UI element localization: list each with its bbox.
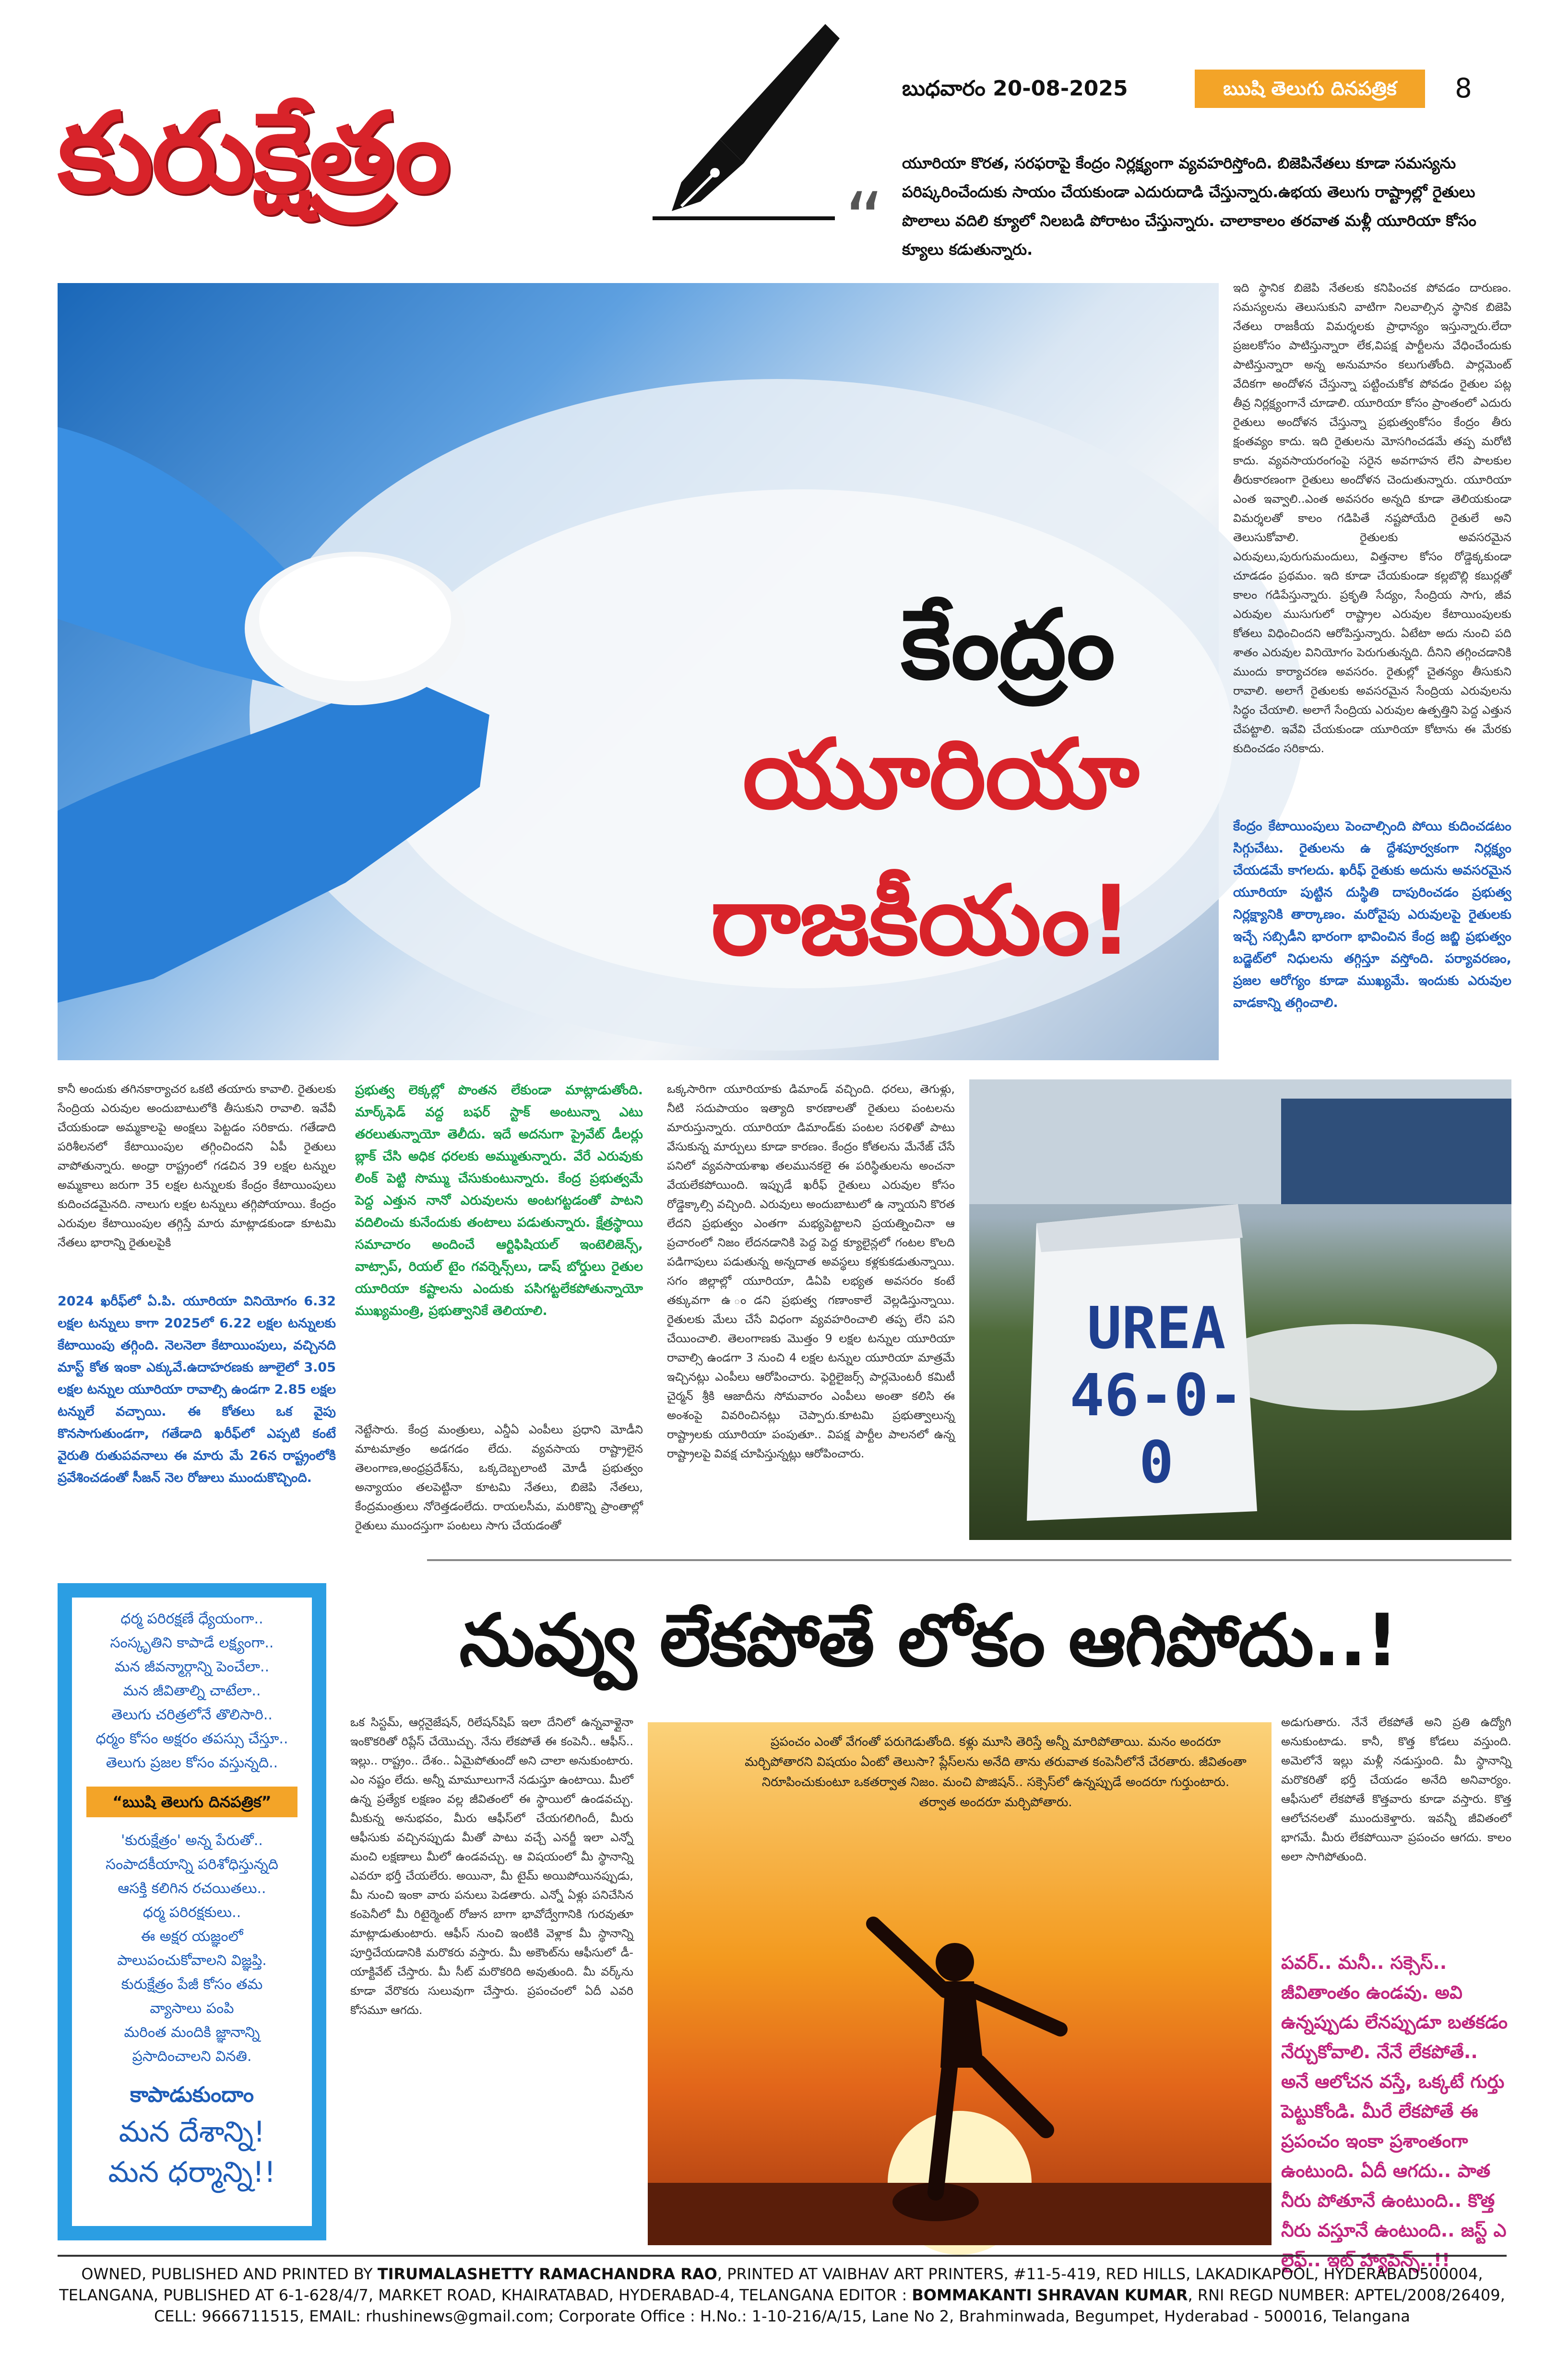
footer-line3: CELL: 9666711515, EMAIL: rhushinews@gmail.com; Corporate Office : H.No.: 1-10-216/A/15, Lane No 2, Brahminwada, Begumpet, Hyderabad - 500016, Telangana [154,2307,1410,2325]
headline-kendram: కేంద్రం [901,589,1115,701]
article2-col2: అడుగుతారు. నేనే లేకపోతే అని ప్రతి ఉద్యోగి అనుకుంటాడు. కానీ, కొత్త కోడలు వస్తుంది. అమెలోనే ఇల్లు మళ్లీ నడుస్తుంది. మీ స్థానాన్ని మరొకరితో భర్తీ చేయడం అనేది అనివార్యం. ఆఫీసులో లేకపోతే కొత్తవారు కూడా వస్తారు. కొత్త ఆలోచనలతో ముందుకెళ్తారు. ఇవన్నీ జీవితంలో భాగమే. మీరు లేకపోయినా ప్రపంచం ఆగదు. కాలం అలా సాగిపోతుంది. [1281,1716,1511,1863]
poem-line: ధర్మ పరిరక్షణే ధ్యేయంగా.. [120,1610,263,1627]
paper-name-badge: ఋషి తెలుగు దినపత్రిక [1195,70,1425,108]
article1-col1-highlight: 2024 ఖరీఫ్‌లో ఏ.పి. యూరియా వినియోగం 6.32 లక్షల టన్నులు కాగా 2025లో 6.22 లక్షల టన్నులకు కేటాయింపు తగ్గింది. నెలనెలా కేటాయింపులు, వచ్చినది మాస్ట్ కోత ఇంకా ఎక్కువే.ఉదాహరణకు జూలైలో 3.05 లక్షల టన్నుల యూరియా రావాల్సి ఉండగా 2.85 లక్షల టన్నులే వచ్చాయి. ఈ కోతలు ఒక వైపు కొనసాగుతుండగా, గతేడాది ఖరీఫ్‌లో ఎప్పటి కంటే వైరుతి రుతుపవనాలు ఈ మారు మే 26న రాష్ట్రంలోకి ప్రవేశించడంతో సీజన్ నెల రోజులు ముందుకొచ్చింది. [58,1294,336,1485]
article2-pink-highlight: పవర్.. మనీ.. సక్సెస్.. జీవితాంతం ఉండవు. అవి ఉన్నప్పుడు లేనప్పుడూ బతకడం నేర్చుకోవాలి. నేనే లేకపోతే.. అనే ఆలోచన వస్తే, ఒక్కటే గుర్తు పెట్టుకోండి. మీరే లేకపోతే ఈ ప్రపంచం ఇంకా ప్రశాంతంగా ఉంటుంది. ఏదీ ఆగదు.. పాత నీరు పోతూనే ఉంటుంది.. కొత్త నీరు వస్తూనే ఉంటుంది.. జస్ట్ ఎ లైఫ్.. ఇట్ హ్యాపెన్స్..!! [1281,1952,1508,2271]
poem-line: ప్రసాదించాలని వినతి. [132,2048,252,2065]
poem-line: ధర్మ పరిరక్షకులు.. [143,1904,241,1921]
article1-col2: నెట్టేసారు. కేంద్ర మంత్రులు, ఎన్డీఏ ఎంపీలు ప్రధాని మోడీని మాటమాత్రం అడగడం లేదు. వ్యవసాయ రాష్ట్రాలైన తెలంగాణ,అంధ్రప్రదేశ్‌ను, ఒక్కదెబ్బలాంటి మోడీ ప్రభుత్వం అన్యాయం తలపెట్టినా కూటమి నేతలు, బిజెపి నేతలు, కేంద్రమంత్రులు నోరెత్తడంలేదు. రాయలసీమ, మరికొన్ని ప్రాంతాల్లో రైతులు ముందస్తుగా పంటలు సాగు చేయడంతో [355,1423,643,1532]
sidebar-closing-1: కాపాడుకుందాం [130,2083,254,2107]
article1-col2-highlight: ప్రభుత్వ లెక్కల్లో పొంతన లేకుండా మాట్లాడుతోంది. మార్క్‌ఫెడ్ వద్ద బఫర్ స్టాక్ అంటున్నా ఎటు తరలుతున్నాయో తెలీదు. ఇదే అదనుగా ప్రైవేట్ డీలర్లు బ్లాక్ చేసి అధిక ధరలకు అమ్ముతున్నారు. వేరే ఎరువుకు లింక్ పెట్టి సొమ్ము చేసుకుంటున్నారు. కేంద్ర ప్రభుత్వమే పెద్ద ఎత్తున నానో ఎరువులను అంటగట్టడంతో పాటని వదిలించు కునేందుకు తంటాలు పడుతున్నారు. క్షేత్రస్థాయి సమాచారం అందించే ఆర్టిఫిషియల్ ఇంటెలిజెన్స్, వాట్సాప్, రియల్ టైం గవర్నెన్స్‌లు, డాష్ బోర్డులు రైతుల యూరియా కష్టాలను ఎందుకు పసిగట్టలేకపోతున్నాయో ముఖ్యమంత్రి, ప్రభుత్వానికే తెలియాలి. [355,1083,643,1318]
footer-owner: TIRUMALASHETTY RAMACHANDRA RAO [377,2265,717,2283]
headline-rajakeeyam: రాజకీయం! [711,865,1132,977]
article1-col3: ఒక్కసారిగా యూరియాకు డిమాండ్ వచ్చింది. ధరలు, తెగుళ్లు, నీటి సదుపాయం ఇత్యాది కారణాలతో రైతులు పంటలను మారుస్తున్నారు. యూరియా డిమాండ్‌కు పంటల సరళితో పాటు వేసుకున్న మార్పులు కూడా కారణం. కేంద్రం కోతలను మేనేజ్ చేసే పనిలో వ్యవసాయశాఖ తలమునకలై ఈ పరిస్థితులను అంచనా వేయలేకపోయింది. ఇప్పుడే ఖరీఫ్ రైతులు ఎరువుల కోసం రోడ్డెక్కాల్సి వచ్చింది. ఎరువులు అందుబాటులో ఉ న్నాయని కొరత లేదని ప్రభుత్వం ఎంతగా మభ్యపెట్టాలని ప్రయత్నించినా ఆ ప్రచారంలో నిజం లేదనడానికి పెద్ద పెద్ద క్యూలైన్లలో గంటల కొలది పడిగాపులు పడుతున్న అన్నదాత అవస్థలు కళ్లకుకడుతున్నాయి. సగం జిల్లాల్లో యూరియా, డిఏపి లభ్యత అవసరం కంటే తక్కువగా ఉ ండని ప్రభుత్వ గణాంకాలే వెల్లడిస్తున్నాయి. రైతులకు మేలు చేసే విధంగా వ్యవహరించాలి తప్ప లేని పని చేయించాలి. తెలంగాణకు మొత్తం 9 లక్షల టన్నుల యూరియా రావాల్సి ఉండగా 3 నుంచి 4 లక్షల టన్నుల యూరియా మాత్రమే ఇచ్చినట్లు ఎంపీలు ఆరోపించారు. ఫెర్టిలైజర్స్ పార్లమెంటరీ కమిటీ చైర్మన్ శ్రీకి ఆజాదీను సోమవారం ఎంపీలు అంతా కలిసి ఈ అంశంపై వివరించినట్లు చెప్పారు.కూటమి ప్రభుత్వాలున్న రాష్ట్రాలకు యూరియా పంపుతూ.. విపక్ష పార్టీల పాలనలో ఉన్న రాష్ట్రాలపై వివక్ష చూపిస్తున్నట్లు ఆరోపించారు. [667,1082,955,1460]
urea-bag-label: UREA [1087,1295,1226,1362]
poem-line: మరింత మందికి జ్ఞానాన్ని [124,2024,260,2041]
footer-line1-prefix: OWNED, PUBLISHED AND PRINTED BY [81,2265,378,2283]
page-number: 8 [1455,73,1472,104]
article1-right-column: ఇది స్థానిక బిజెపి నేతలకు కనిపించక పోవడం దారుణం. సమస్యలను తెలుసుకుని వాటిగా నిలవాల్సిన స్థానిక బిజెపి నేతలు రాజకీయ విమర్శలకు ప్రాధాన్యం ఇస్తున్నారు.లేదా ప్రజలకోసం పాటిస్తున్నారా లేక,విపక్ష పార్టీలను వేధించేందుకు పాటిస్తున్నారా అన్న అనుమానం కలుగుతోంది. పార్లమెంట్ వేదికగా అందోళన చేస్తున్నా పట్టించుకోక పోవడం రైతుల పట్ల తీవ్ర నిర్లక్ష్యంగానే చూడాలి. యూరియా కోసం ప్రాంతంలో ఎదురు రైతులు అందోళన చేస్తున్నా ప్రభుత్వంకోసం కేంద్రం తీరు క్షంతవ్యం కాదు. ఇది రైతులను మోసగించడమే తప్ప మరోటి కాదు. వ్యవసాయరంగంపై సరైన అవగాహన లేని పాలకుల తీరుకారణంగా రైతులు అందోళన చెందుతున్నారు. యూరియా ఎంత ఇవ్వాలి..ఎంత అవసరం అన్నది కూడా తెలియకుండా విమర్శలతో కాలం గడిపితే నష్టపోయేది రైతులే అని తెలుసుకోవాలి. రైతులకు అవసరమైన ఎరువులు,పురుగుమందులు, విత్తనాల కోసం రోడ్డెక్కకుండా చూడడం ప్రథమం. ఇది కూడా చేయకుండా కల్లబొల్లి కబుర్లతో కాలం గడిపేస్తున్నారు. ప్రకృతి సేద్యం, సేంద్రియ సాగు, జీవ ఎరువుల ముసుగులో రాష్ట్రాల ఎరువుల కేటాయింపులకు కోతలు విధించిందని ఆరోపిస్తున్నారు. ఏటేటా అదు నుంచి పది శాతం ఎరువుల వినియోగం పెరుగుతున్నది. దీనిని తగ్గించడానికి ముందు కార్యాచరణ అవసరం. రైతుల్లో చైతన్యం తీసుకుని రావాలి. అలాగే రైతులకు అవసరమైన సేంద్రియ ఎరువులను సిద్ధం చేయాలి. అలాగే సేంద్రియ ఎరువుల ఉత్పత్తిని పెద్ద ఎత్తున చేపట్టాలి. ఇవేవి చేయకుండా యూరియా కోటాను ఈ మేరకు కుదించడం సరికాదు. [1233,281,1511,755]
article2-photo-caption: ప్రపంచం ఎంతో వేగంతో పరుగెడుతోంది. కళ్లు మూసి తెరిస్తే అన్నీ మారిపోతాయి. మనం అందరూ మర్చిపోతారని విషయం ఏంటో తెలుసా? ప్లేస్‌లను అనేది తాను తరువాత కంపెనీలోనే చేరతారు. జీవితంతా నిరూపించుకుంటూ ఒకతర్వాత నిజం. మంచి పొజిషన్.. సక్సెస్‌లో ఉన్నప్పుడే అందరూ గుర్తుంటారు. తర్వాత అందరూ మర్చిపోతారు. [745,1735,1247,1810]
poem-line: ఆసక్తి కలిగిన రచయితలు.. [118,1880,266,1897]
poem-line: తెలుగు చరిత్రలోనే తొలిసారి.. [111,1706,273,1723]
sidebar-closing-2: మన దేశాన్ని! [119,2115,265,2149]
poem-line: పాలుపంచుకోవాలని విజ్ఞప్తి. [117,1952,267,1969]
poem-line: వ్యాసాలు పంపి [150,2000,234,2017]
poem-line: సంస్కృతిని కాపాడే లక్ష్యంగా.. [110,1634,274,1651]
article1-right-highlight: కేంద్రం కేటాయింపులు పెంచాల్సింది పోయి కుదించడటం సిగ్గుచేటు. రైతులను ఉ ద్దేశపూర్వకంగా నిర్లక్ష్యం చేయడమే కాగలదు. ఖరీఫ్ రైతుకు అదును అవసరమైన యూరియా పుట్టిన దుస్థితి దాపురించడం ప్రభుత్వ నిర్లక్ష్యానికి తార్కాణం. మరోవైపు ఎరువులపై రైతులకు ఇచ్చే సబ్సిడీని భారంగా భావించిన కేంద్ర జబ్జి ప్రభుత్వం బడ్జెట్‌లో నిధులను తగ్గిస్తూ వస్తోంది. పర్యావరణం, ప్రజల ఆరోగ్యం కూడా ముఖ్యమే. ఇందుకు ఎరువుల వాడకాన్ని తగ్గించాలి. [1233,819,1511,1010]
footer-line1-suffix: , PRINTED AT VAIBHAV ART PRINTERS, #11-5-419, RED HILLS, LAKADIKAPOOL, HYDERABAD500004, [717,2265,1483,2283]
poem-line: తెలుగు ప్రజల కోసం వస్తున్నది.. [106,1754,278,1771]
section-divider [427,1559,1511,1561]
pen-nib-icon [643,19,844,225]
poem-line: మన జీవితాల్ని చాటేలా.. [123,1682,261,1699]
sidebar-closing-3: మన ధర్మాన్ని!! [108,2155,276,2189]
headline-urea: యూరియా [742,719,1139,830]
poem-line: ఈ అక్షర యజ్ఞంలో [141,1928,243,1945]
imprint-footer [58,2255,1507,2360]
article2-col1: ఒక సిస్టమ్, ఆర్గనైజేషన్, రిలేషన్‌షిప్ ఇలా దేనిలో ఉన్నవాళ్లైనా ఇంకొకరితో రిప్లేస్ చేయొచ్చు. నేను లేకపోతే ఈ కంపెనీ.. ఆఫీస్.. ఇల్లు.. రాష్ట్రం.. దేశం.. ఏమైపోతుందో అని చాలా అనుకుంటారు. ఎం నష్టం లేదు. అన్నీ మామూలుగానే నడుస్తూ ఉంటాయి. మీలో ఉన్న ప్రత్యేక లక్షణం వల్ల జీవితంలో ఈ స్థాయిలో ఉండవచ్చు. మీకున్న అనుభవం, మీరు ఆఫీస్‌లో చేయగలిగిందీ, మీరు ఆఫీసుకు వచ్చినప్పుడు మీతో పాటు వచ్చే ఎనర్జీ ఇలా ఎన్నో మంచి లక్షణాలు మీలో ఉండవచ్చు. ఆ విషయంలో మీ స్థానాన్ని ఎవరూ భర్తీ చేయలేరు. అయినా, మీ టైమ్ అయిపోయినప్పుడు, మీ నుంచి ఇంకా వారు పనులు పెడతారు. ఎన్నో ఏళ్లు పనిచేసిన కంపెనీలో మీ రిటైర్మెంట్ రోజున బాగా భావోద్వేగానికి గురవుతూ మాట్లాడుతుంటారు. ఆఫీస్ నుంచి ఇంటికి వెళ్లాక మీ స్థానాన్ని పూర్తిచేయడానికి మరొకరు వస్తారు. మీ అకౌంట్‌ను ఆఫీసులో డీ-యాక్టివేట్ చేస్తారు. మీ సీట్ మరొకరిది అవుతుంది. మీ వర్క్‌ను కూడా వేరొకరు సులువుగా చేస్తారు. ప్రపంచంలో ఏదీ ఎవరి కోసమూ ఆగదు. [350,1716,633,2017]
footer-line2-suffix: , RNI REGD NUMBER: APTEL/2008/26409, [1188,2286,1505,2304]
poem-line: 'కురుక్షేత్రం' అన్న పేరుతో.. [121,1832,263,1849]
urea-bag-grade: 46-0-0 [1070,1362,1243,1496]
poem-line: మన జీవన్మార్గాన్ని పెంచేలా.. [114,1658,270,1675]
article2-headline: నువ్వు లేకపోతే లోకం ఆగిపోదు..! [459,1599,1398,1682]
issue-date: బుధవారం 20-08-2025 [902,76,1128,101]
sidebar-poem [72,1598,312,2226]
article1-col1: కానీ అందుకు తగినకార్యాచర ఒకటి తయారు కావాలి. రైతులకు సేంద్రియ ఎరువుల అందుబాటులోకి తీసుకుని రావాలి. ఇవేవీ చేయకుండా అమ్మకాలపై అంక్షలు పెట్టడం సరికాదు. గతేడాది పరిశీలనలో కేటాయింపుల తగ్గించిందని ఏపీ రైతులు వాపోతున్నారు. అంధ్రా రాష్ట్రంలో గడచిన 39 లక్షల టన్నుల అమ్మకాలు జరుగా 35 లక్షల టన్నులకు కేంద్రం కేటాయింపులు కుదించడమైనది. నాలుగు లక్షల టన్నులు తగ్గిపోయాయి. కేంద్రం ఎరువుల కేటాయింపుల తగ్గిస్తే మారు మాట్లాడకుండా కూటమి నేతలు భారాన్ని రైతులపైకి [58,1082,336,1249]
poem-line: సంపాదకీయాన్ని పరిశోధిస్తున్నది [106,1856,278,1873]
footer-editor: BOMMAKANTI SHRAVAN KUMAR [912,2286,1188,2304]
masthead-logo: కురుక్షేత్రం [58,89,449,217]
poem-line: ధర్మం కోసం అక్షరం తపస్సు చేస్తూ.. [95,1730,288,1747]
quote-mark-icon: “ [844,176,884,265]
poem-line: కురుక్షేత్రం పేజీ కోసం తమ [121,1976,263,1993]
sidebar-paper-label: “ఋషి తెలుగు దినపత్రిక” [86,1787,297,1817]
pull-quote: యూరియా కొరత, సరఫరాపై కేంద్రం నిర్లక్ష్యంగా వ్యవహరిస్తోంది. బిజెపినేతలు కూడా సమస్యను పరిష్కరించేందుకు సాయం చేయకుండా ఎదురుదాడి చేస్తున్నారు.ఉభయ తెలుగు రాష్ట్రాల్లో రైతులు పొలాలు వదిలి క్యూలో నిలబడి పోరాటం చేస్తున్నారు. చాలాకాలం తరవాత మళ్లీ యూరియా కోసం క్యూలు కడుతున్నారు. [902,154,1476,259]
footer-line2-prefix: TELANGANA, PUBLISHED AT 6-1-628/4/7, MARKET ROAD, KHAIRATABAD, HYDERABAD-4, TELANGANA EDITOR : [59,2286,912,2304]
